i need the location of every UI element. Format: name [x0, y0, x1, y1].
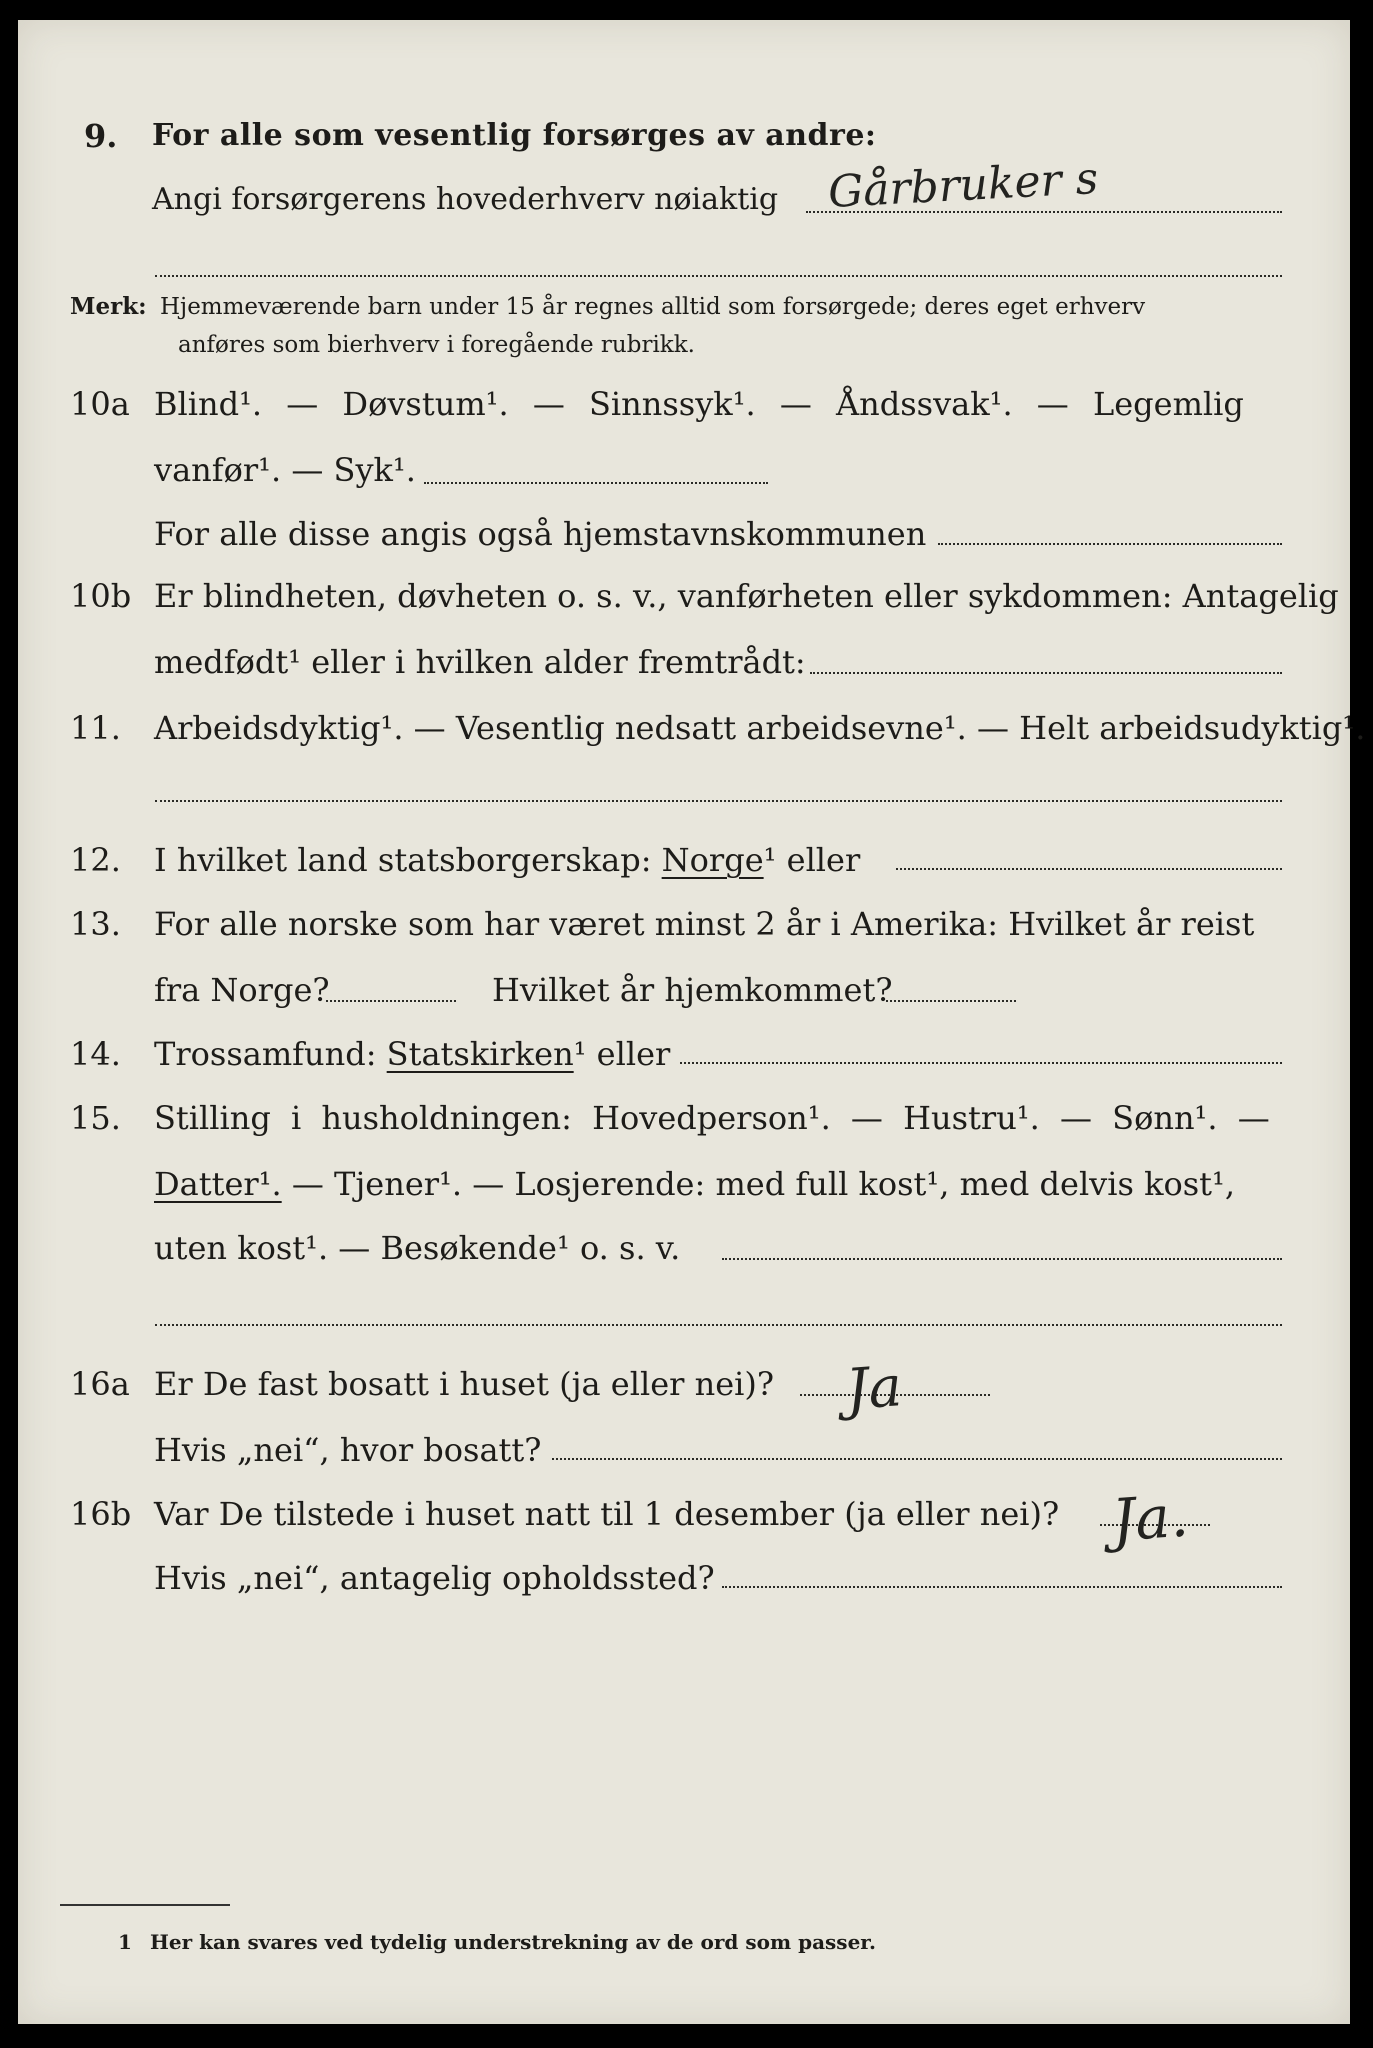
q12-post: ¹ eller: [763, 841, 861, 879]
q11-answer-line: [155, 800, 1282, 802]
merk-line-1: Hjemmeværende barn under 15 år regnes alltid som forsørgede; deres eget erhverv: [160, 294, 1146, 320]
q13-emigrated-year-line: [326, 1000, 456, 1002]
q15-datter-underlined: Datter¹.: [154, 1165, 282, 1203]
q10a-line-1: Blind¹. — Døvstum¹. — Sinnssyk¹. — Åndssvak¹. — Legemlig: [154, 385, 1244, 423]
q9-provider-occupation-label: Angi forsørgerens hovederhverv nøiaktig: [152, 182, 779, 217]
q15-line-1: Stilling i husholdningen: Hovedperson¹. — Hustru¹. — Sønn¹. —: [154, 1099, 1270, 1137]
q10b-line-2: medfødt¹ eller i hvilken alder fremtrådt:: [154, 643, 806, 681]
q9-handwritten-answer: Gårbruker s: [826, 152, 1100, 219]
q11-line-1: Arbeidsdyktig¹. — Vesentlig nedsatt arbeidsevne¹. — Helt arbeidsudyktig¹.: [154, 709, 1366, 747]
q14-line: [154, 1034, 670, 1074]
q13-line-2b: Hvilket år hjemkommet?: [492, 971, 893, 1009]
q15-line-2-rest: — Tjener¹. — Losjerende: med full kost¹, med delvis kost¹,: [281, 1165, 1236, 1203]
q16a-residence-line: [552, 1458, 1282, 1460]
q10b-number: 10b: [70, 577, 132, 615]
q9-extra-line: [155, 275, 1282, 277]
q10a-number: 10a: [70, 385, 130, 423]
footnote-mark: 1: [118, 1930, 132, 1954]
q16b-line-1: Var De tilstede i huset natt til 1 desember (ja eller nei)?: [154, 1495, 1060, 1533]
q16b-handwritten-answer: Ja.: [1109, 1481, 1191, 1555]
q9-number: 9.: [84, 117, 118, 155]
q15-answer-line: [722, 1258, 1282, 1260]
merk-line-2: anføres som bierhverv i foregående rubrikk.: [178, 332, 695, 358]
q10a-syk-line: [424, 482, 768, 484]
q13-line-2a: fra Norge?: [154, 971, 330, 1009]
merk-label: Merk:: [70, 293, 147, 320]
q16b-location-line: [722, 1586, 1282, 1588]
q15-line-2: [154, 1164, 1235, 1204]
q12-number: 12.: [70, 841, 121, 879]
q16a-line-1: Er De fast bosatt i huset (ja eller nei)?: [154, 1365, 775, 1403]
q14-label: Trossamfund:: [154, 1035, 377, 1073]
q15-extra-line: [155, 1324, 1282, 1326]
footnote-text: Her kan svares ved tydelig understrekning av de ord som passer.: [150, 1930, 876, 1954]
q10b-answer-line: [810, 672, 1282, 674]
q13-line-1: For alle norske som har været minst 2 år i Amerika: Hvilket år reist: [154, 905, 1255, 943]
q10b-line-1: Er blindheten, døvheten o. s. v., vanførheten eller sykdommen: Antagelig: [154, 577, 1339, 615]
q14-number: 14.: [70, 1035, 121, 1073]
q14-post: ¹ eller: [573, 1035, 671, 1073]
q12-line: [154, 840, 860, 880]
q16a-handwritten-answer: Ja: [843, 1354, 905, 1423]
q16b-number: 16b: [70, 1495, 132, 1533]
q13-returned-year-line: [886, 1000, 1016, 1002]
q14-statskirken-underlined: Statskirken: [386, 1035, 574, 1073]
q10a-line-2: vanfør¹. — Syk¹.: [154, 451, 416, 489]
q15-number: 15.: [70, 1099, 121, 1137]
q16a-line-2: Hvis „nei“, hvor bosatt?: [154, 1431, 542, 1469]
q15-line-3: uten kost¹. — Besøkende¹ o. s. v.: [154, 1229, 681, 1267]
q10a-line-3: For alle disse angis også hjemstavnskommunen: [154, 515, 927, 553]
q16a-number: 16a: [70, 1365, 130, 1403]
q9-title: For alle som vesentlig forsørges av andre:: [152, 118, 877, 153]
q12-label: I hvilket land statsborgerskap:: [154, 841, 652, 879]
q13-number: 13.: [70, 905, 121, 943]
footnote-rule: [60, 1904, 230, 1906]
q12-norge-underlined: Norge: [661, 841, 764, 879]
q16b-line-2: Hvis „nei“, antagelig opholdssted?: [154, 1559, 715, 1597]
q11-number: 11.: [70, 709, 121, 747]
q12-answer-line: [896, 868, 1282, 870]
q10a-hometown-line: [938, 543, 1282, 545]
q14-answer-line: [680, 1062, 1282, 1064]
